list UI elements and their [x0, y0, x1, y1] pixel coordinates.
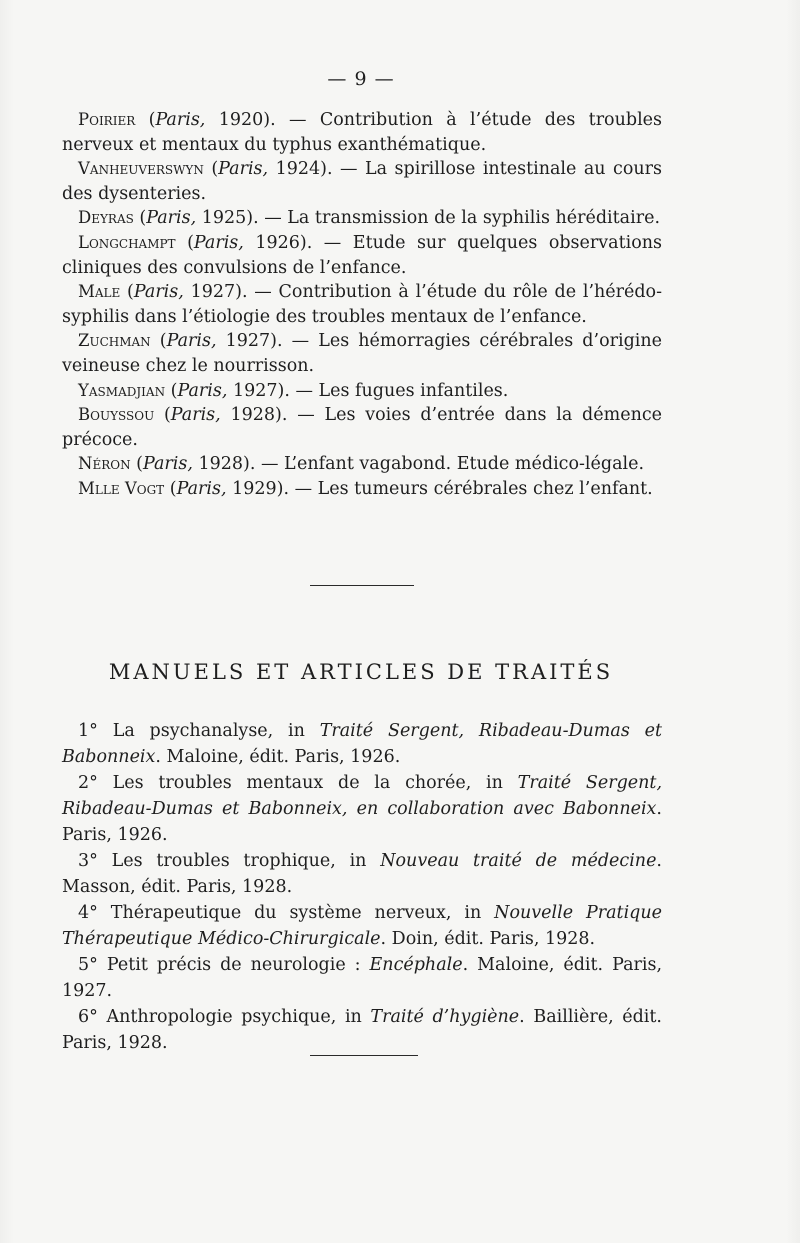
manual-source: Nouvelle Pratique Thérapeutique Médico-Chirurgicale	[62, 903, 663, 949]
reference-author: Néron	[78, 454, 131, 474]
reference-place: Paris,	[193, 232, 244, 253]
manual-source: Encéphale	[369, 955, 463, 975]
reference-year: 1929).	[226, 478, 290, 499]
manual-publisher: . Maloine, édit. Paris, 1926.	[155, 747, 401, 767]
manual-entry	[62, 1004, 662, 1056]
reference-entry: Zuchman (Paris, 1927). — Les hémorragies cérébrales d’origine veineuse chez le nourrisson.	[62, 331, 662, 376]
reference-entry: Yasmadjian (Paris, 1927). — Les fugues infantiles.	[78, 380, 509, 401]
divider-rule	[310, 585, 414, 586]
manual-entry	[62, 900, 662, 952]
reference-place: Paris,	[146, 208, 197, 229]
reference-title: — Contribution à l’étude du rôle de l’hérédo-syphilis dans l’étiologie des troubles mentaux de l’enfance.	[62, 282, 663, 327]
reference-list	[62, 108, 662, 502]
manual-text: Thérapeutique du système nerveux, in	[110, 903, 495, 923]
reference-author: Bouyssou	[78, 405, 155, 425]
reference-place: Paris,	[133, 282, 184, 303]
reference-title: — Etude sur quelques observations cliniques des convulsions de l’enfance.	[62, 232, 662, 278]
reference-title: — Les hémorragies cérébrales d’origine veineuse chez le nourrisson.	[62, 331, 662, 376]
reference-title: — Les tumeurs cérébrales chez l’enfant.	[289, 478, 653, 499]
reference-year: 1920).	[205, 110, 276, 130]
reference-author: Poirier	[78, 110, 136, 129]
manual-publisher: . Baillière, édit. Paris, 1928.	[62, 1007, 662, 1053]
reference-year: 1927).	[227, 380, 290, 401]
manuals-list	[62, 718, 662, 1056]
manual-number: 2°	[78, 773, 113, 793]
manual-entry	[62, 952, 662, 1004]
reference-entry: Mlle Vogt (Paris, 1929). — Les tumeurs cérébrales chez l’enfant.	[78, 478, 653, 499]
reference-place: Paris,	[218, 159, 269, 180]
manual-source: Traité d’hygiène	[370, 1007, 520, 1027]
reference-year: 1924).	[268, 159, 333, 180]
reference-year: 1927).	[183, 282, 248, 303]
manual-publisher: . Masson, édit. Paris, 1928.	[62, 851, 662, 897]
manual-number: 6°	[78, 1007, 107, 1027]
manual-number: 4°	[78, 903, 111, 923]
manual-entry	[62, 848, 662, 900]
page-number: — 9 —	[327, 68, 395, 90]
reference-place: Paris,	[142, 454, 193, 475]
reference-title: — La transmission de la syphilis héréditaire.	[258, 208, 661, 229]
divider-rule	[310, 1055, 418, 1056]
reference-title: — Contribution à l’étude des troubles nerveux et mentaux du typhus exanthématique.	[62, 110, 663, 155]
reference-title: — La spirillose intestinale au cours des dysenteries.	[62, 159, 662, 204]
reference-author: Zuchman	[78, 331, 151, 351]
manual-text: Petit précis de neurologie :	[106, 955, 370, 975]
reference-place: Paris,	[170, 405, 221, 426]
reference-place: Paris,	[155, 110, 206, 130]
section-title: MANUELS ET ARTICLES DE TRAITÉS	[108, 660, 614, 684]
manual-text: La psychanalyse, in	[112, 721, 320, 741]
reference-year: 1928).	[220, 405, 288, 426]
reference-year: 1927).	[216, 331, 283, 352]
manual-source: Nouveau traité de médecine	[380, 851, 657, 871]
reference-author: Vanheuverswyn	[78, 159, 204, 179]
manual-text: Les troubles mentaux de la chorée, in	[112, 773, 518, 793]
reference-author: Mlle Vogt	[78, 478, 165, 498]
reference-entry: Male (Paris, 1927). — Contribution à l’étude du rôle de l’hérédo-syphilis dans l’étiologie des troubles mentaux de l’enfance.	[62, 282, 663, 327]
manual-publisher: . Maloine, édit. Paris, 1927.	[62, 955, 663, 1001]
manual-number: 3°	[78, 851, 112, 871]
reference-entry: Vanheuverswyn (Paris, 1924). — La spirillose intestinale au cours des dysenteries.	[62, 159, 662, 204]
reference-entry: Poirier (Paris, 1920). — Contribution à l’étude des troubles nerveux et mentaux du typhus exanthématique.	[62, 110, 663, 155]
reference-title: — L’enfant vagabond. Etude médico-légale.	[255, 454, 645, 475]
reference-author: Male	[78, 282, 121, 302]
reference-author: Longchampt	[78, 232, 176, 252]
reference-place: Paris,	[166, 331, 217, 352]
manual-source: Traité Sergent, Ribadeau-Dumas et Babonneix, en collaboration avec Babonneix	[62, 773, 663, 819]
reference-year: 1925).	[196, 208, 259, 229]
reference-entry: Néron (Paris, 1928). — L’enfant vagabond. Etude médico-légale.	[78, 454, 645, 475]
reference-author: Deyras	[78, 208, 134, 228]
manual-publisher: . Paris, 1926.	[62, 799, 662, 845]
manual-entry	[62, 718, 662, 770]
manual-number: 5°	[78, 955, 107, 975]
manual-entry	[62, 770, 662, 848]
reference-title: — Les voies d’entrée dans la démence précoce.	[62, 405, 662, 450]
manual-text: Les troubles trophique, in	[111, 851, 381, 871]
reference-author: Yasmadjian	[78, 380, 166, 400]
reference-year: 1928).	[192, 454, 256, 475]
reference-entry: Deyras (Paris, 1925). — La transmission de la syphilis héréditaire.	[78, 208, 661, 229]
manual-publisher: . Doin, édit. Paris, 1928.	[380, 929, 596, 949]
reference-place: Paris,	[177, 380, 228, 401]
reference-entry: Bouyssou (Paris, 1928). — Les voies d’entrée dans la démence précoce.	[62, 405, 662, 450]
reference-year: 1926).	[243, 232, 313, 253]
manual-source: Traité Sergent, Ribadeau-Dumas et Babonneix	[62, 721, 662, 767]
reference-title: — Les fugues infantiles.	[289, 380, 509, 401]
manual-text: Anthropologie psychique, in	[106, 1007, 371, 1027]
reference-entry: Longchampt (Paris, 1926). — Etude sur quelques observations cliniques des convulsions de l’enfance.	[62, 232, 662, 278]
reference-place: Paris,	[176, 478, 227, 499]
manual-number: 1°	[78, 721, 113, 741]
